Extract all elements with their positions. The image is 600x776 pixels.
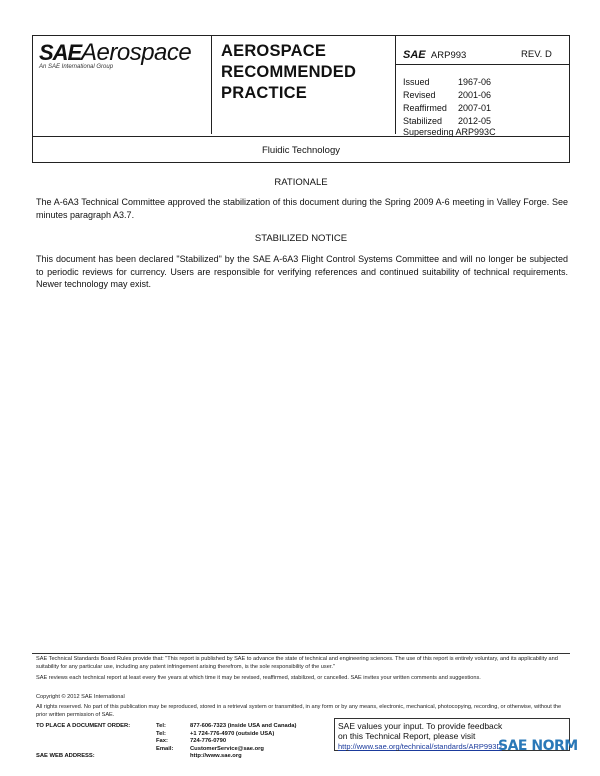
stabilized-notice-heading: STABILIZED NOTICE xyxy=(254,233,348,244)
rationale-paragraph: The A-6A3 Technical Committee approved the stabilization of this document during the Spring 2009 A-6 meeting in Valley Forge. See minutes paragraph A3.7. xyxy=(36,197,568,220)
stabilized-notice-paragraph: This document has been declared "Stabilized" by the SAE A-6A3 Flight Control Systems Committee and will no longer be subjected to periodic reviews for currency. Users are responsible for verifying references and continued suitability of technical requirements. Newer technology may exist. xyxy=(36,254,568,289)
standards-board-text: SAE Technical Standards Board Rules provide that: "This report is published by SAE to advance the state of technical and engineering sciences. The use of this report is entirely voluntary, and its applicability and suitability for any particular use, including any patent infringement arising therefrom, is the sole responsibility of the user." xyxy=(36,656,558,670)
header-divider xyxy=(396,64,569,65)
date-label: Reaffirmed xyxy=(403,103,447,113)
footer-rule xyxy=(32,653,570,654)
review-text: SAE reviews each technical report at least every five years at which time it may be revised, reaffirmed, stabilized, or cancelled. SAE invites your written comments and suggestions. xyxy=(36,675,481,681)
order-info xyxy=(36,723,296,761)
date-row xyxy=(403,76,491,89)
doc-dates xyxy=(403,76,491,128)
header-divider xyxy=(395,36,396,134)
feedback-line: on this Technical Report, please visit xyxy=(338,731,476,741)
doc-number-value: ARP993 xyxy=(430,50,467,61)
date-label: Stabilized xyxy=(403,116,443,126)
document-subject: Fluidic Technology xyxy=(262,145,340,156)
date-value: 2012-05 xyxy=(458,116,492,126)
doc-type-line: RECOMMENDED xyxy=(221,63,357,81)
date-label: Revised xyxy=(403,90,436,100)
fax-value: 724-776-0790 xyxy=(190,738,227,745)
web-label: SAE WEB ADDRESS: xyxy=(36,753,95,760)
rights-text: All rights reserved. No part of this publication may be reproduced, stored in a retrieval system or transmitted, in any form or by any means, electronic, mechanical, photocopying, recording, or otherwise, without the prior written permission of SAE. xyxy=(36,704,562,718)
web-value: http://www.sae.org xyxy=(190,753,242,760)
date-row xyxy=(403,89,491,102)
copyright: Copyright © 2012 SAE International xyxy=(36,694,125,700)
rationale-heading: RATIONALE xyxy=(274,177,328,188)
doc-type-title xyxy=(221,41,356,104)
email-label: Email: xyxy=(156,745,174,752)
header-divider xyxy=(211,36,212,134)
document-header xyxy=(32,35,570,163)
date-label: Issued xyxy=(403,77,430,87)
order-label: TO PLACE A DOCUMENT ORDER: xyxy=(36,723,131,729)
tel2-value: +1 724-776-4970 (outside USA) xyxy=(190,730,275,737)
revision: REV. D xyxy=(521,49,552,60)
sae-norm-watermark: SAE NORM xyxy=(498,738,578,754)
aerospace-logo-text: Aerospace xyxy=(81,39,192,66)
email-value: CustomerService@sae.org xyxy=(190,745,264,752)
date-value: 2001-06 xyxy=(458,90,492,100)
doc-type-line: AEROSPACE xyxy=(221,42,327,60)
tel-label: Tel: xyxy=(156,723,166,729)
date-value: 1967-06 xyxy=(458,77,492,87)
tel-value: 877-606-7323 (inside USA and Canada) xyxy=(190,723,297,729)
feedback-line: SAE values your input. To provide feedback xyxy=(338,721,503,731)
sae-logo: SAE xyxy=(39,40,82,65)
superseding-note: Superseding ARP993C xyxy=(403,127,496,137)
fax-label: Fax: xyxy=(156,738,168,745)
doc-number xyxy=(403,49,466,61)
feedback-link[interactable]: http://www.sae.org/technical/standards/ARP993D xyxy=(338,742,502,751)
sae-mark: SAE xyxy=(403,49,426,61)
doc-type-line: PRACTICE xyxy=(221,84,307,102)
tel2-label: Tel: xyxy=(156,730,166,737)
date-value: 2007-01 xyxy=(458,103,492,113)
date-row xyxy=(403,102,491,115)
logo-tagline: An SAE International Group xyxy=(39,64,114,70)
